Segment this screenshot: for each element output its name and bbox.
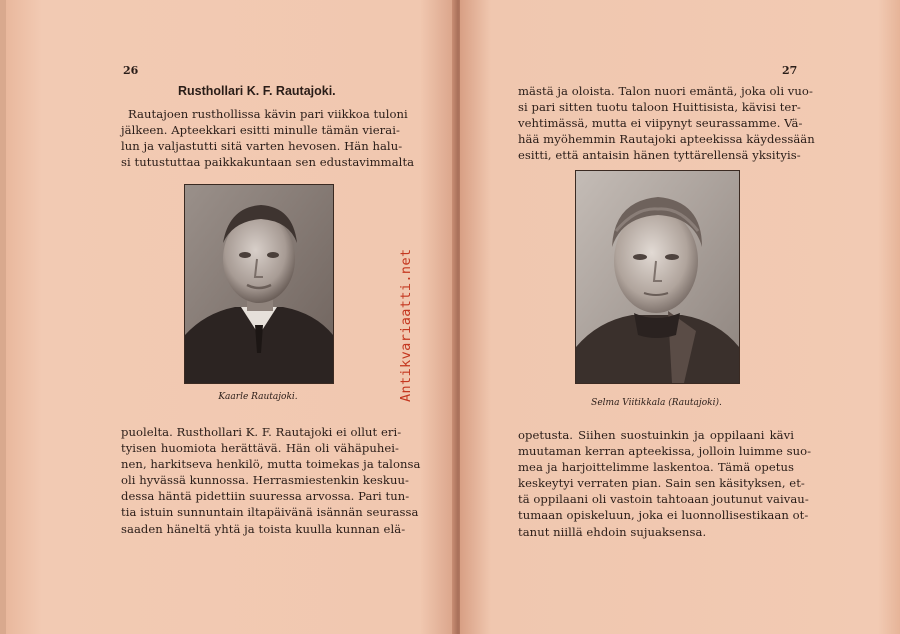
text-line: si tutustuttaa paikkakuntaan sen edustavimmalta: [121, 155, 415, 170]
text-line: opetusta. Siihen suostuinkin ja oppilaani kävi: [518, 428, 794, 442]
text-line: hää myöhemmin Rautajoki apteekissa käydessään: [518, 132, 815, 147]
right-page: [460, 0, 900, 634]
left-top-paragraph: [121, 106, 415, 170]
watermark-text: Antikvariaatti.net: [398, 248, 414, 402]
text-line: tanut niillä ehdoin sujuaksensa.: [518, 524, 707, 539]
text-line: esitti, että antaisin hänen tyttärellensä yksityis-: [518, 148, 801, 163]
text-line: saaden häneltä yhtä ja toista kuulla kunnan elä-: [121, 521, 406, 536]
text-line: tyisen huomiota herättävä. Hän oli vähäpuhei-: [121, 441, 399, 456]
portrait-photo-selma: [575, 170, 740, 384]
text-line: keskeytyi verraten pian. Sain sen käsityksen, et-: [518, 476, 805, 491]
photo-caption-right: Selma Viitikkala (Rautajoki).: [591, 398, 722, 408]
text-line: mästä ja oloista. Talon nuori emäntä, joka oli vuo-: [518, 84, 813, 98]
text-line: mea ja harjoittelimme laskentoa. Tämä opetus: [518, 460, 794, 475]
text-line: tumaan opiskeluun, joka ei luonnollisestikaan ot-: [518, 508, 809, 523]
text-line: vehtimässä, mutta ei viipynyt seurassamme. Vä-: [518, 116, 803, 131]
text-line: muutaman kerran apteekissa, jolloin luimme suo-: [518, 444, 812, 459]
left-bottom-paragraph: [121, 424, 421, 537]
text-line: lun ja valjastutti sitä varten hevosen. Hän halu-: [121, 139, 403, 154]
text-line: oli hyvässä kunnossa. Herrasmiestenkin keskuu-: [121, 473, 409, 488]
portrait-photo-kaarle: [184, 184, 334, 384]
right-page-number: 27: [782, 64, 798, 77]
photo-caption-left: Kaarle Rautajoki.: [218, 392, 298, 402]
text-line: nen, harkitseva henkilö, mutta toimekas ja talonsa: [121, 457, 421, 472]
chapter-heading: Rusthollari K. F. Rautajoki.: [178, 84, 336, 98]
text-line: jälkeen. Apteekkari esitti minulle tämän vierai-: [121, 123, 400, 138]
portrait-woman-icon: [576, 171, 739, 383]
portrait-man-icon: [185, 185, 333, 383]
text-line: si pari sitten tuotu taloon Huittisista, kävisi ter-: [518, 100, 801, 115]
text-line: dessa häntä pidettiin suuressa arvossa. Pari tun-: [121, 489, 410, 504]
watermark: [393, 236, 417, 402]
text-line: Rautajoen rusthollissa kävin pari viikkoa tuloni: [128, 107, 408, 121]
right-bottom-paragraph: [518, 427, 812, 540]
text-line: tä oppilaani oli vastoin tahtoaan joutunut vaivau-: [518, 492, 809, 507]
text-line: puolelta. Rusthollari K. F. Rautajoki ei ollut eri-: [121, 425, 402, 439]
text-line: tia istuin sunnuntain iltapäivänä isännän seurassa: [121, 505, 419, 520]
left-page: [6, 0, 456, 634]
left-page-number: 26: [123, 64, 139, 77]
right-top-paragraph: [518, 83, 815, 163]
